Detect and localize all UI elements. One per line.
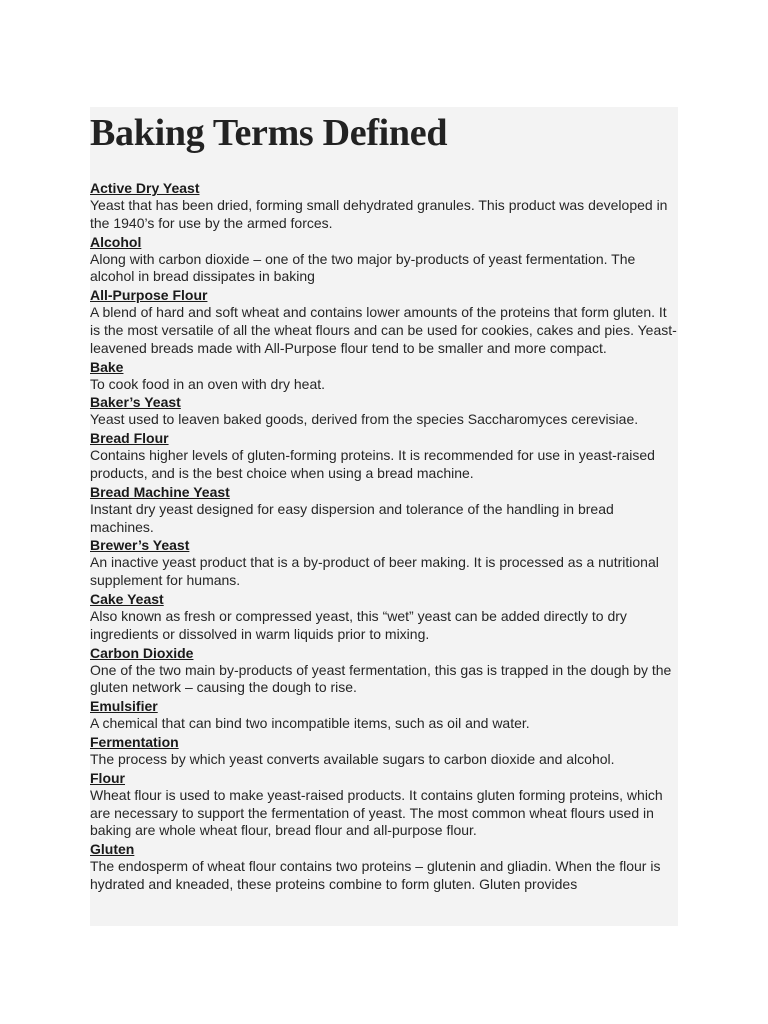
glossary-list	[90, 179, 678, 894]
glossary-entry	[90, 179, 678, 233]
glossary-definition: A chemical that can bind two incompatible items, such as oil and water.	[90, 715, 530, 732]
glossary-term: All-Purpose Flour	[90, 287, 208, 304]
glossary-entry	[90, 840, 678, 894]
glossary-entry	[90, 769, 678, 840]
glossary-entry	[90, 536, 678, 590]
glossary-definition: Instant dry yeast designed for easy dispersion and tolerance of the handling in bread machines.	[90, 500, 614, 535]
glossary-term: Baker’s Yeast	[90, 394, 181, 411]
glossary-definition: The endosperm of wheat flour contains two proteins – glutenin and gliadin. When the flour is hydrated and kneaded, these proteins combine to form gluten. Gluten provides	[90, 858, 661, 892]
glossary-definition: Contains higher levels of gluten-forming proteins. It is recommended for use in yeast-raised products, and is the best choice when using a bread machine.	[90, 447, 655, 481]
glossary-entry	[90, 697, 678, 733]
page-title: Baking Terms Defined	[90, 112, 448, 154]
glossary-definition: Also known as fresh or compressed yeast, this “wet” yeast can be added directly to dry ingredients or dissolved in warm liquids prior to mixing.	[90, 607, 627, 642]
glossary-entry	[90, 393, 678, 429]
glossary-definition: Wheat flour is used to make yeast-raised products. It contains gluten forming proteins, which are necessary to support the fermentation of yeast. The most common wheat flours used in baking are whole wheat flour, bread flour and all-purpose flour.	[90, 786, 663, 839]
glossary-entry	[90, 590, 678, 644]
glossary-entry	[90, 286, 678, 357]
glossary-entry	[90, 483, 678, 537]
glossary-entry	[90, 358, 678, 394]
glossary-term: Carbon Dioxide	[90, 644, 194, 661]
glossary-definition: Along with carbon dioxide – one of the two major by-products of yeast fermentation. The alcohol in bread dissipates in baking	[90, 250, 636, 285]
glossary-term: Bake	[90, 358, 124, 375]
glossary-term: Alcohol	[90, 233, 142, 250]
glossary-term: Cake Yeast	[90, 590, 164, 607]
glossary-term: Emulsifier	[90, 698, 158, 715]
glossary-definition: One of the two main by-products of yeast fermentation, this gas is trapped in the dough by the gluten network – causing the dough to rise.	[90, 661, 672, 696]
glossary-term: Gluten	[90, 841, 135, 858]
glossary-definition: Yeast that has been dried, forming small dehydrated granules. This product was developed in the 1940’s for use by the armed forces.	[90, 197, 668, 231]
glossary-term: Brewer’s Yeast	[90, 537, 190, 554]
document-page	[90, 107, 678, 926]
glossary-definition: An inactive yeast product that is a by-product of beer making. It is processed as a nutritional supplement for humans.	[90, 554, 659, 589]
glossary-entry	[90, 733, 678, 769]
glossary-entry	[90, 644, 678, 698]
glossary-term: Bread Flour	[90, 430, 169, 447]
glossary-entry	[90, 233, 678, 287]
glossary-term: Bread Machine Yeast	[90, 483, 230, 500]
glossary-term: Active Dry Yeast	[90, 180, 200, 196]
glossary-definition: The process by which yeast converts available sugars to carbon dioxide and alcohol.	[90, 750, 615, 767]
glossary-definition: To cook food in an oven with dry heat.	[90, 375, 326, 392]
glossary-definition: Yeast used to leaven baked goods, derived from the species Saccharomyces cerevisiae.	[90, 411, 639, 428]
glossary-definition: A blend of hard and soft wheat and contains lower amounts of the proteins that form gluten. It is the most versatile of all the wheat flours and can be used for cookies, cakes and pies. Yeast-leavened breads made with All-Purpose flour tend to be smaller and more compact.	[90, 304, 677, 356]
glossary-term: Flour	[90, 769, 125, 786]
glossary-term: Fermentation	[90, 733, 179, 750]
glossary-entry	[90, 429, 678, 483]
